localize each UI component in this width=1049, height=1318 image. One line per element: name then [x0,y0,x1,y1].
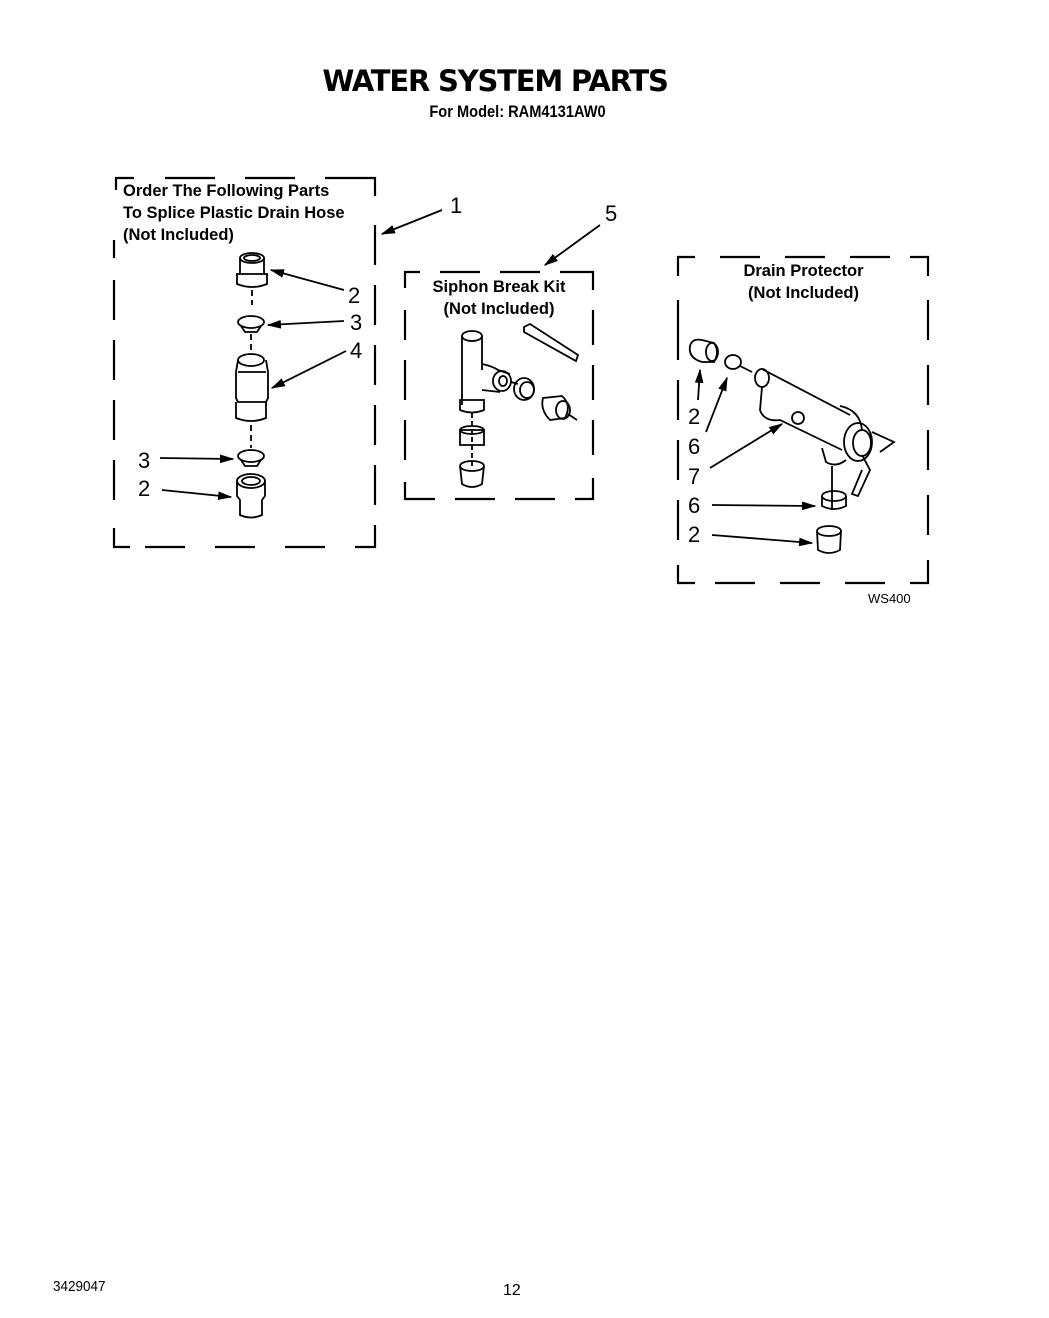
siphon-kit-label-line-1: Siphon Break Kit [432,278,566,296]
callout-dp-6-bottom: 6 [688,493,701,518]
drain-protector-label [706,260,901,304]
callout-dp-2-top: 2 [688,404,701,429]
drain-protector-label-line-1: Drain Protector [743,262,864,280]
drain-protector-parts [690,340,894,553]
document-number: 3429047 [53,1278,106,1295]
splice-kit-label-line-2: To Splice Plastic Drain Hose [123,204,345,222]
callout-3-bottom: 3 [138,448,151,473]
splice-kit-parts [160,210,442,518]
siphon-kit-label [405,276,593,320]
drain-protector-label-line-2: (Not Included) [748,284,859,302]
callout-5: 5 [605,201,618,226]
splice-kit-label-line-3: (Not Included) [123,226,234,244]
siphon-kit-parts [460,225,600,487]
callout-1: 1 [450,193,463,218]
callout-4: 4 [350,338,363,363]
callout-dp-7: 7 [688,464,701,489]
splice-kit-label-line-1: Order The Following Parts [123,182,330,200]
splice-kit-label [123,180,345,246]
callout-dp-6-top: 6 [688,434,701,459]
page-number: 12 [503,1282,521,1299]
siphon-kit-label-line-2: (Not Included) [443,300,555,318]
figure-code: WS400 [868,591,911,606]
callout-3-top: 3 [350,310,363,335]
callout-2-bottom: 2 [138,476,151,501]
page-title: WATER SYSTEM PARTS [322,64,668,98]
callout-dp-2-bottom: 2 [688,522,701,547]
callout-2-top: 2 [348,283,361,308]
model-subtitle: For Model: RAM4131AW0 [429,102,606,121]
